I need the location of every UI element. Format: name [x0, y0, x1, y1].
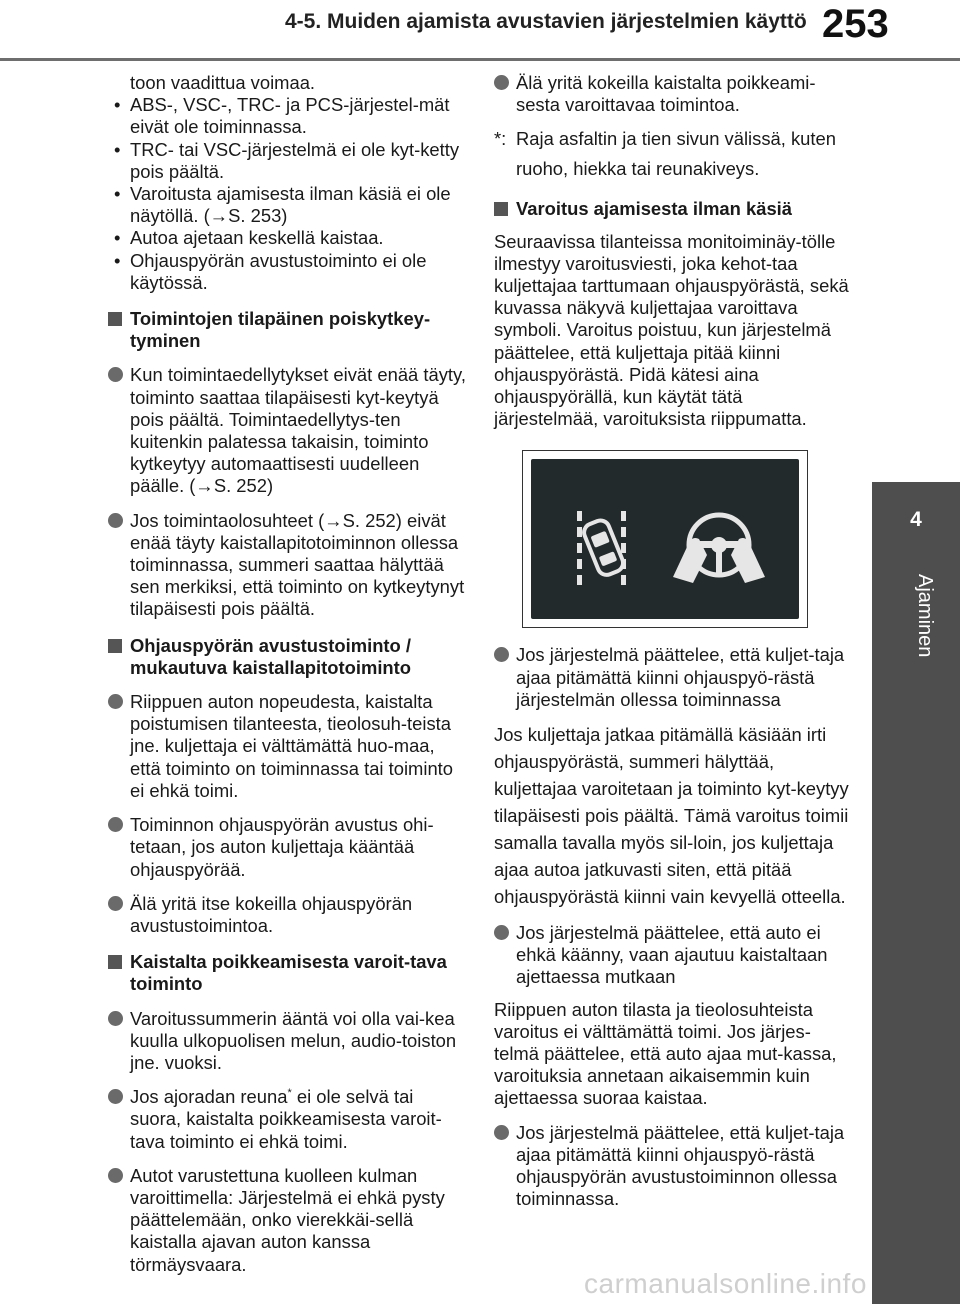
section-heading: [494, 198, 850, 220]
list-item: [108, 691, 468, 802]
list-item: • Ohjauspyörän avustustoiminto ei ole käytössä.: [108, 250, 468, 294]
list-item: [108, 893, 468, 937]
circle-bullet-icon: [108, 896, 123, 911]
item-text: Varoitussummerin ääntä voi olla vai-kea kuulla ulkopuolisen melun, audio-toiston jne. vuoksi.: [130, 1007, 457, 1073]
item-text: Toiminnon ohjauspyörän avustus ohi-tetaan, jos auton kuljettaja kääntää ohjauspyörää.: [130, 814, 434, 880]
square-bullet-icon: [108, 312, 122, 326]
page-header: [0, 0, 960, 62]
left-column: [108, 72, 468, 1276]
item-text: Jos järjestelmä päättelee, että kuljet-taja ajaa pitämättä kiinni ohjauspyö-rästä järjestelmän ollessa toiminnassa: [516, 644, 845, 710]
footnote-marker: *: [287, 1087, 292, 1099]
section-title: Varoitus ajamisesta ilman käsiä: [516, 198, 793, 220]
list-item: [108, 1086, 468, 1153]
square-bullet-icon: [108, 955, 122, 969]
body-paragraph: Jos kuljettaja jatkaa pitämällä käsiään irti ohjauspyörästä, summeri hälyttää, kuljettajaa varoitetaan ja toiminto kyt-keytyy tilapäisesti pois päältä. Tämä varoitus toimii samalla tavalla myös sil-loin, jos kuljettaja ajaa autoa jatkuvasti siten, että pitää ohjauspyörästä kiinni vain kevyellä otteella.: [494, 724, 849, 908]
item-text: ei ole selvä tai suora, kaistalta poikkeamisesta varoit-tava toiminto ei ehkä toimi.: [130, 1086, 442, 1152]
list-item: [494, 72, 850, 116]
watermark: carmanualsonline.info: [584, 1268, 867, 1299]
list-item: [494, 922, 850, 989]
circle-bullet-icon: [108, 1168, 123, 1183]
item-text: Jos järjestelmä päättelee, että auto ei ehkä käänny, vaan ajautuu kaistaltaan ajettaessa mutkaan: [516, 922, 828, 988]
footnote-marker: *:: [494, 128, 507, 150]
right-column: [494, 72, 850, 1210]
list-item: [108, 1165, 468, 1276]
circle-bullet-icon: [494, 1125, 509, 1140]
circle-bullet-icon: [494, 925, 509, 940]
item-text: Älä yritä itse kokeilla ohjauspyörän avustustoimintoa.: [130, 892, 413, 936]
circle-bullet-icon: [494, 75, 509, 90]
item-text: Älä yritä kokeilla kaistalta poikkeami-sesta varoittavaa toimintoa.: [516, 72, 816, 116]
circle-bullet-icon: [108, 1089, 123, 1104]
multi-information-display: [531, 459, 799, 619]
item-text: Kun toimintaedellytykset eivät enää täyty, toiminto saattaa tilapäisesti kyt-keytyä pois päältä. Toimintaedellytys-ten kuitenkin palatessa takaisin, toiminto kytkeytyy automaattisesti uudelleen päälle. (→S. 252): [130, 364, 466, 497]
warning-display-figure: [522, 450, 808, 628]
body-paragraph: Seuraavissa tilanteissa monitoiminäy-tölle ilmestyy varoitusviesti, joka kehot-taa kuljettajaa tarttumaan ohjauspyörästä, sekä kuvassa näkyvä kuljettajaa varoittava symboli. Varoitus poistuu, kun järjestelmä päättelee, että kuljettaja pitää kiinni ohjauspyörästä. Pidä kätesi aina ohjauspyörällä, kun käytät tätä järjestelmää, varoituksista riippumatta.: [494, 230, 849, 430]
square-bullet-icon: [494, 202, 508, 216]
header-rule: [0, 58, 960, 61]
circle-bullet-icon: [108, 1011, 123, 1026]
list-item: • TRC- tai VSC-järjestelmä ei ole kyt-ketty pois päältä.: [108, 139, 468, 183]
section-heading: [108, 951, 468, 995]
chapter-side-tab[interactable]: [872, 482, 960, 1304]
circle-bullet-icon: [108, 367, 123, 382]
list-item: • Varoitusta ajamisesta ilman käsiä ei ole näytöllä. (→S. 253): [108, 183, 468, 227]
section-title: Toimintojen tilapäinen poiskytkey-tyminen: [130, 308, 431, 352]
list-item: • Autoa ajetaan keskellä kaistaa.: [108, 227, 468, 249]
page-number: 253: [822, 2, 889, 46]
circle-bullet-icon: [108, 694, 123, 709]
section-title: Ohjauspyörän avustustoiminto / mukautuva kaistallapitotoiminto: [130, 634, 412, 678]
list-item: [108, 814, 468, 881]
hands-on-steering-wheel-icon: [673, 515, 765, 583]
body-paragraph: Riippuen auton tilasta ja tieolosuhteista varoitus ei välttämättä toimi. Jos järjes-telmä päättelee, että auto ajaa mut-kassa, varoituksia annetaan aikaisemmin kuin ajettaessa suoraa kaistaa.: [494, 998, 837, 1109]
hands-off-warning-symbols: [531, 459, 799, 619]
lane-departure-car-icon: [577, 511, 626, 585]
item-text: Jos järjestelmä päättelee, että kuljet-taja ajaa pitämättä kiinni ohjauspyö-rästä ohjauspyörän avustustoiminnon ollessa toiminnassa.: [516, 1121, 845, 1210]
circle-bullet-icon: [108, 513, 123, 528]
section-heading: [108, 635, 468, 679]
item-text: Riippuen auton nopeudesta, kaistalta poistumisen tilanteesta, tieolosuh-teista jne. kuljettaja ei välttämättä huo-maa, että toiminto on toiminnassa tai toiminto ei ehkä toimi.: [130, 691, 454, 801]
square-bullet-icon: [108, 639, 122, 653]
list-item: [108, 510, 468, 621]
footnote: [494, 124, 850, 184]
circle-bullet-icon: [494, 647, 509, 662]
list-item: [108, 1008, 468, 1075]
list-item: [108, 364, 468, 497]
footnote-text: Raja asfaltin ja tien sivun välissä, kuten ruoho, hiekka tai reunakiveys.: [516, 128, 836, 180]
chapter-label: Ajaminen: [914, 574, 936, 658]
circle-bullet-icon: [108, 817, 123, 832]
condition-list: [108, 94, 468, 294]
chapter-number: 4: [910, 508, 922, 531]
item-text: Jos ajoradan reuna: [130, 1086, 288, 1108]
list-item: [494, 1122, 850, 1211]
list-item: • ABS-, VSC-, TRC- ja PCS-järjestel-mät eivät ole toiminnassa.: [108, 94, 468, 138]
item-text: Jos toimintaolosuhteet (→S. 252) eivät enää täyty kaistallapitotoiminnon ollessa toiminnassa, summeri saattaa hälyttää sen merkiksi, että toiminto on kytkeytynyt tilapäisesti pois päältä.: [130, 509, 465, 620]
list-item: [494, 644, 850, 711]
item-text: Autot varustettuna kuolleen kulman varoittimella: Järjestelmä ei ehkä pysty päättelemään, onko vierekkäi-sellä kaistalla ajavan auton kanssa törmäysvaara.: [130, 1164, 445, 1275]
chapter-title: 4-5. Muiden ajamista avustavien järjestelmien käyttö: [285, 10, 807, 33]
continued-text: toon vaadittua voimaa.: [130, 72, 316, 93]
section-heading: [108, 308, 468, 352]
section-title: Kaistalta poikkeamisesta varoit-tava toiminto: [130, 951, 447, 995]
